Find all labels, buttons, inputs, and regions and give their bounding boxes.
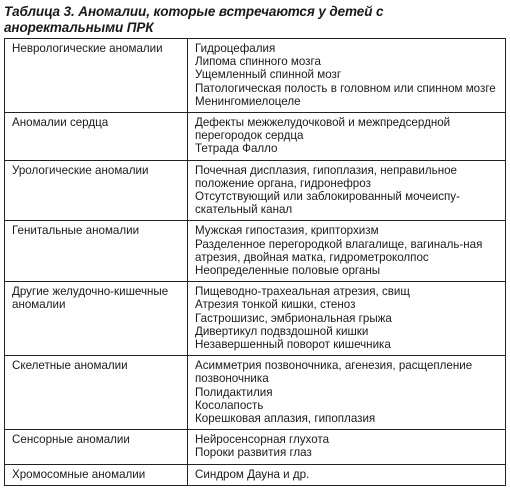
anomalies-cell xyxy=(188,39,506,113)
anomaly-item: Асимметрия позвоночника, агенезия, расщепление позвоночника xyxy=(195,359,473,386)
anomaly-item: Корешковая аплазия, гипоплазия xyxy=(195,412,376,426)
anomaly-item: Незавершенный поворот кишечника xyxy=(195,338,391,352)
table-title: Таблица 3. Аномалии, которые встречаются у детей с аноректальными ПРК xyxy=(4,4,384,35)
category-cell: Неврологические аномалии xyxy=(5,39,188,113)
anomaly-item: Гастрошизис, эмбриональная грыжа xyxy=(195,311,392,325)
table-row xyxy=(5,113,506,161)
anomalies-cell xyxy=(188,464,506,485)
anomaly-item: Мужская гипостазия, крипторхизм xyxy=(195,224,379,238)
anomaly-item: Нейросенсорная глухота xyxy=(195,433,330,447)
anomaly-item: Пищеводно-трахеальная атрезия, свищ xyxy=(195,285,410,299)
anomalies-cell xyxy=(188,356,506,430)
anomaly-item: Почечная дисплазия, гипоплазия, неправильное положение органа, гидронефроз xyxy=(195,163,457,190)
anomaly-item: Отсутствующий или заблокированный мочеиспу-скательный канал xyxy=(195,190,460,217)
category-cell: Генитальные аномалии xyxy=(5,221,188,282)
anomaly-item: Патологическая полость в головном или спинном мозге xyxy=(195,81,496,95)
anomalies-cell xyxy=(188,221,506,282)
anomalies-cell xyxy=(188,160,506,221)
anomaly-item: Синдром Дауна и др. xyxy=(195,467,310,481)
anomalies-cell xyxy=(188,430,506,464)
anomaly-item: Тетрада Фалло xyxy=(195,142,278,156)
anomaly-item: Менингомиелоцеле xyxy=(195,94,301,108)
table-row xyxy=(5,430,506,464)
category-cell: Сенсорные аномалии xyxy=(5,430,188,464)
anomaly-item: Неопределенные половые органы xyxy=(195,264,381,278)
category-cell: Другие желудочно-кишечные аномалии xyxy=(5,282,188,356)
anomaly-item: Косолапость xyxy=(195,398,264,412)
category-cell: Скелетные аномалии xyxy=(5,356,188,430)
anomaly-item: Атрезия тонкой кишки, стеноз xyxy=(195,298,356,312)
anomaly-item: Дефекты межжелудочковой и межпредсердной перегородок сердца xyxy=(195,116,451,143)
table-row xyxy=(5,160,506,221)
category-cell: Хромосомные аномалии xyxy=(5,464,188,485)
anomaly-item: Гидроцефалия xyxy=(195,42,276,55)
anomalies-cell xyxy=(188,282,506,356)
category-cell: Аномалии сердца xyxy=(5,113,188,161)
anomaly-item: Разделенное перегородкой влагалище, вагиналь-ная атрезия, двойная матка, гидрометроколпос xyxy=(195,237,483,264)
anomaly-item: Пороки развития глаз xyxy=(195,446,312,460)
anomaly-item: Липома спинного мозга xyxy=(195,55,321,69)
anomaly-item: Ущемленный спинной мозг xyxy=(195,68,342,82)
table-row xyxy=(5,464,506,485)
anomalies-cell xyxy=(188,113,506,161)
table-row xyxy=(5,39,506,113)
table-row xyxy=(5,221,506,282)
anomalies-table xyxy=(4,38,506,486)
anomaly-item: Дивертикул подвздошной кишки xyxy=(195,324,369,338)
table-row xyxy=(5,356,506,430)
anomaly-item: Полидактилия xyxy=(195,385,273,399)
category-cell: Урологические аномалии xyxy=(5,160,188,221)
table-row xyxy=(5,282,506,356)
